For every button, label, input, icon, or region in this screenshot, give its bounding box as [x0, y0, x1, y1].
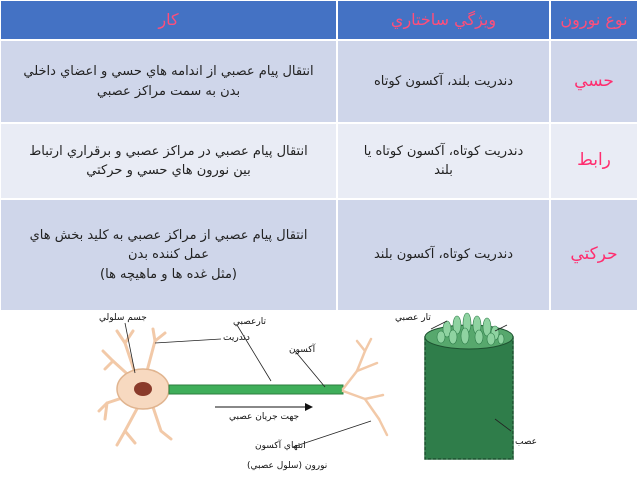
function-line: انتقال پيام عصبي در مراكز عصبي و برقراري ارتباط: [29, 143, 308, 159]
table-row: [0, 123, 638, 199]
nerve-bundle: [425, 313, 513, 459]
axon-terminals: [343, 339, 387, 435]
label-axon: آكسون: [289, 345, 316, 355]
row-structure: دندريت بلند، آكسون كوتاه: [337, 40, 550, 123]
row-type: حركتي: [550, 199, 638, 311]
function-line: انتقال پيام عصبي از مراكز عصبي به كليد بخش هاي: [29, 227, 308, 243]
nucleus: [134, 382, 152, 396]
row-structure: دندريت كوتاه، آكسون بلند: [337, 199, 550, 311]
row-structure: [337, 123, 550, 199]
function-line: (مثل غده ها و ماهيچه ها): [100, 266, 237, 282]
function-line: انتقال پيام عصبي از اندامه هاي حسي و اعضاي داخلي: [23, 64, 314, 79]
row-function: [0, 123, 337, 199]
label-nerve: عصب: [515, 437, 538, 447]
axon: [169, 385, 343, 394]
row-function: [0, 40, 337, 123]
row-type: حسي: [550, 40, 638, 123]
label-axon-terminal: انتهاي آكسون: [255, 441, 306, 451]
label-nerve-fiber-left: تارعصبي: [233, 317, 266, 327]
neuron-illustration: [95, 311, 545, 479]
header-type: نوع نورون: [550, 0, 638, 40]
row-type: رابط: [550, 123, 638, 199]
function-line: عمل كننده بدن: [127, 247, 210, 263]
header-structure: ويژگي ساختاري: [337, 0, 550, 40]
label-neuron-caption: نورون (سلول عصبي): [247, 461, 328, 471]
label-impulse-direction: جهت جريان عصبي: [229, 412, 300, 422]
header-row: [0, 0, 638, 40]
table-row: [0, 199, 638, 311]
row-function: [0, 199, 337, 311]
label-dendrite: دندريت: [223, 333, 250, 343]
label-nerve-fiber-right: تار عصبي: [395, 313, 431, 323]
neuron-figure: [95, 311, 545, 479]
table-row: [0, 40, 638, 123]
label-cell-body: جسم سلولي: [99, 313, 147, 323]
function-line: بدن به سمت مراكز عصبي: [96, 83, 241, 99]
header-function: كار: [0, 0, 337, 40]
structure-line: بلند: [434, 163, 453, 178]
function-line: بين نورون هاي حسي و حركتي: [86, 163, 251, 178]
arrow-head-icon: [305, 403, 313, 411]
structure-line: دندريت كوتاه، آكسون كوتاه يا: [363, 143, 524, 159]
